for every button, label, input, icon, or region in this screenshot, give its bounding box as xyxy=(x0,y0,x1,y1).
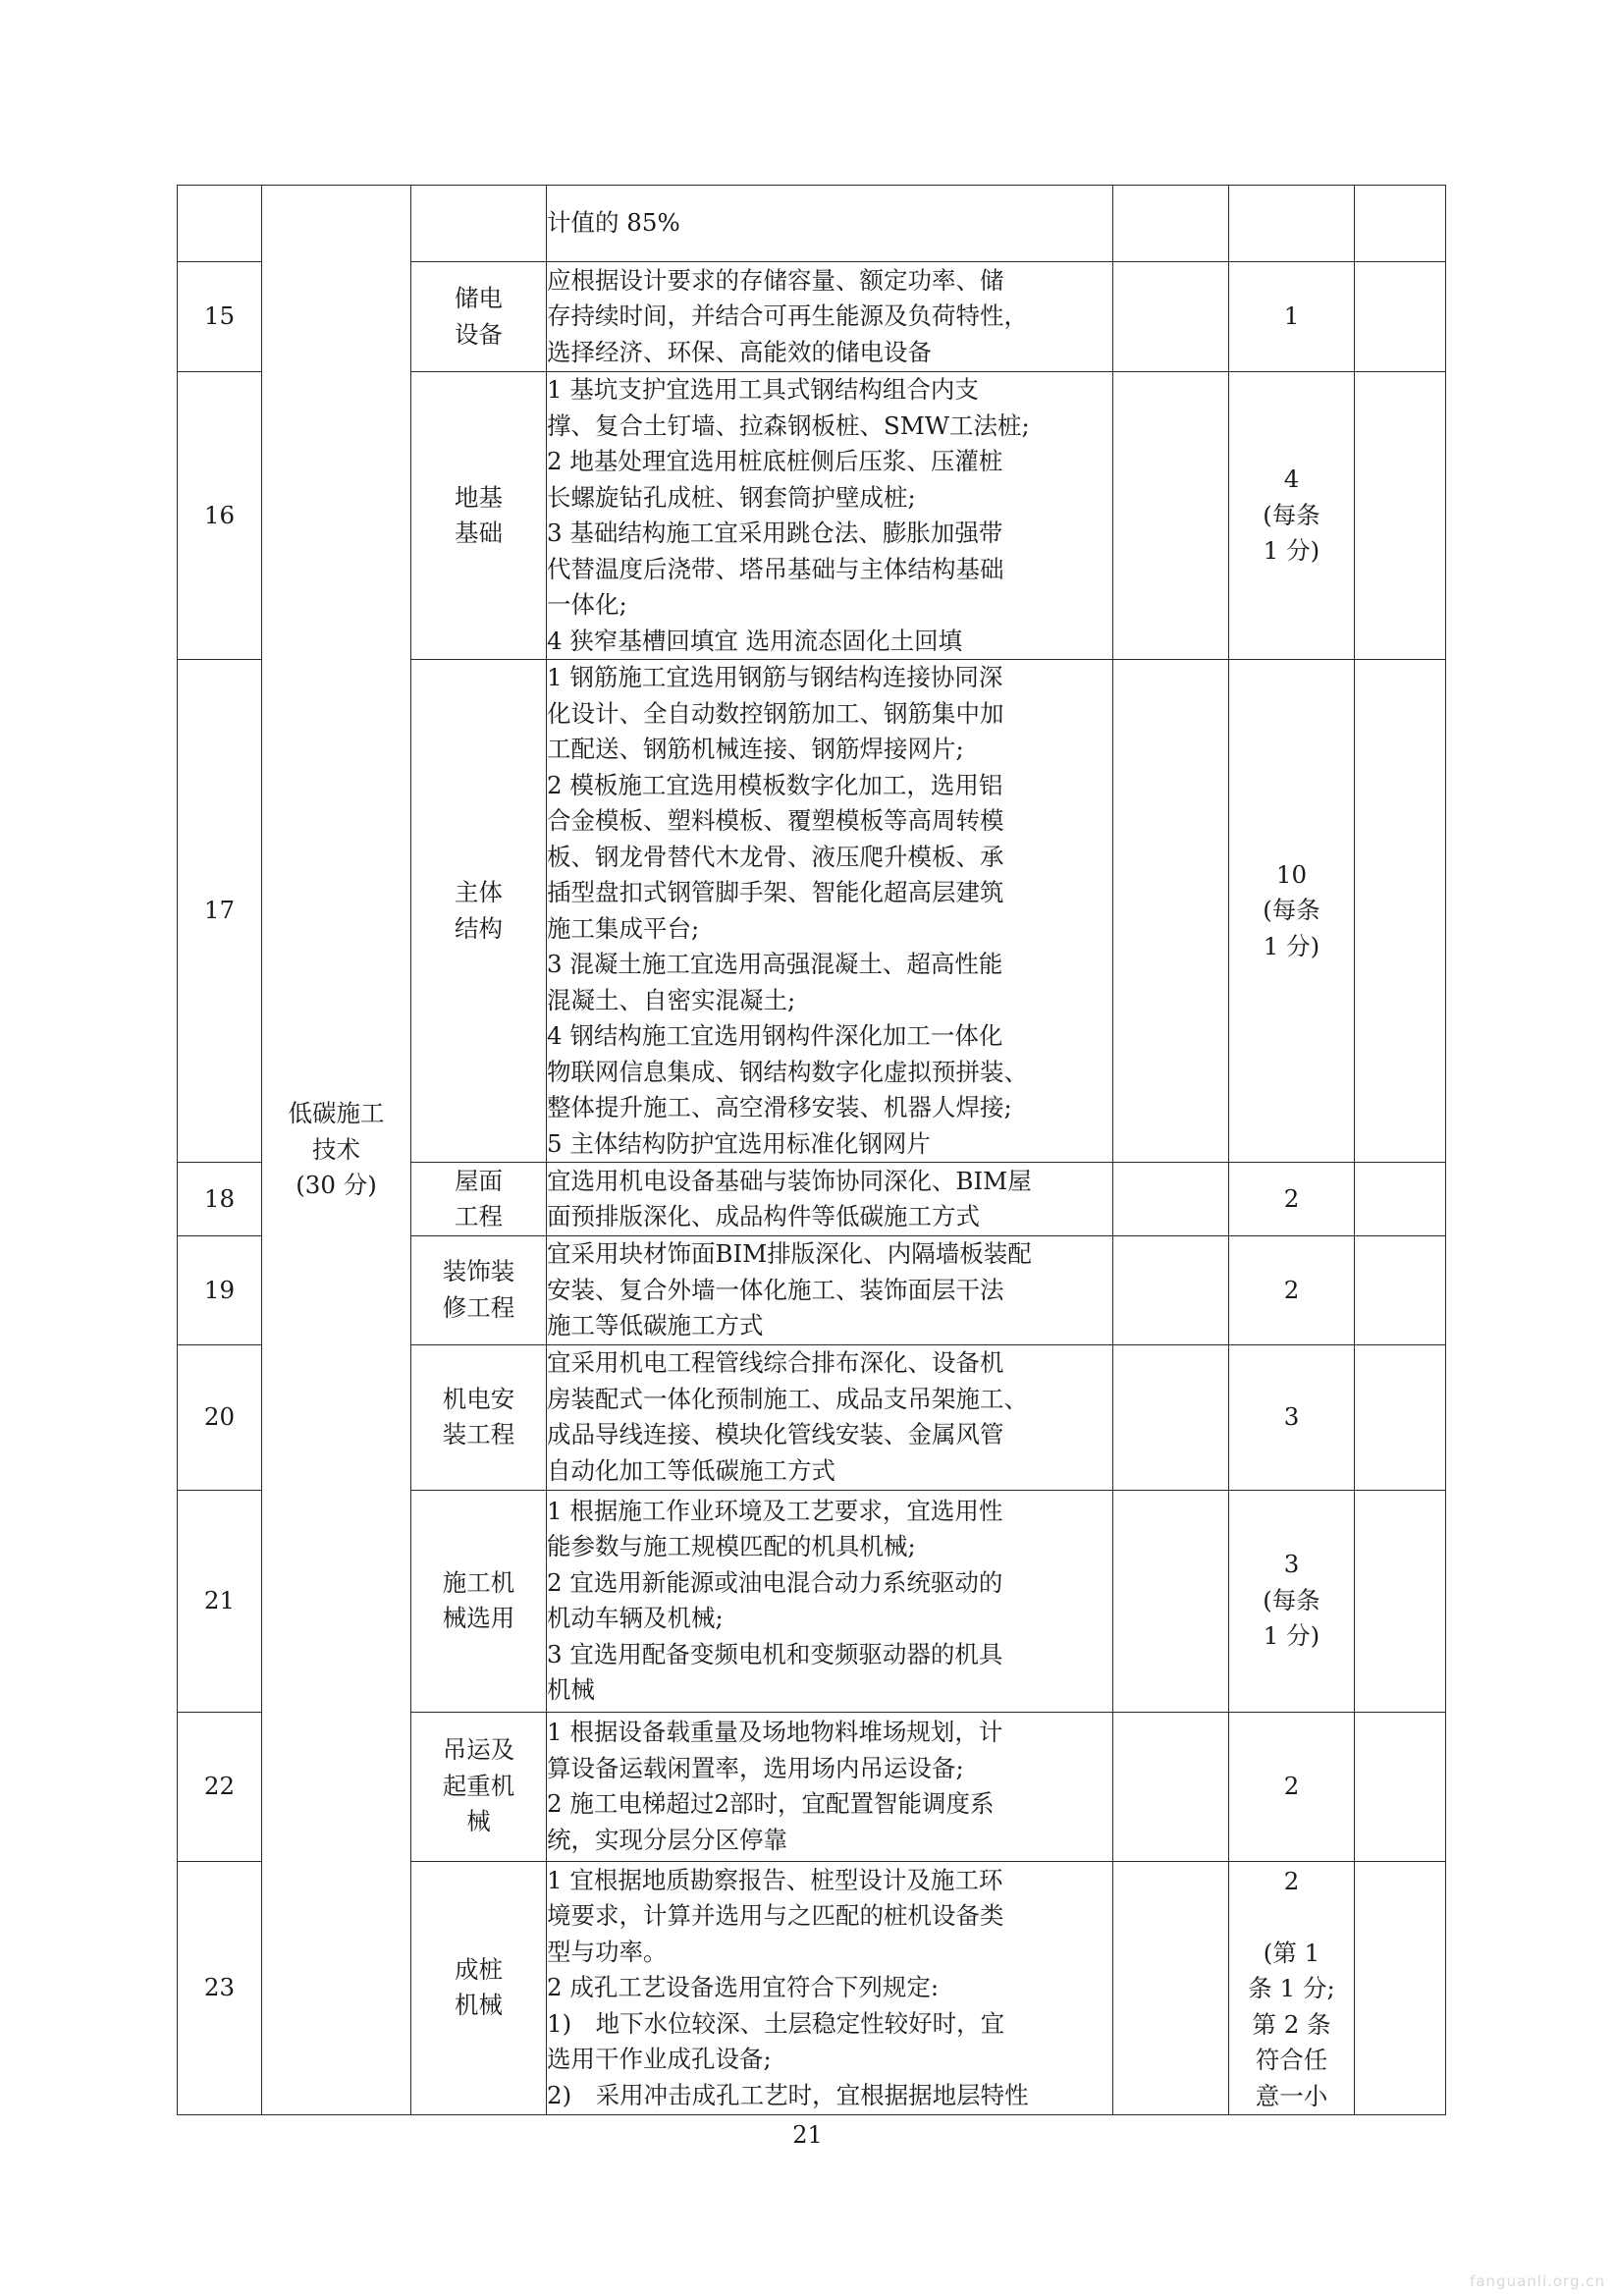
empty-cell xyxy=(1113,660,1229,1163)
requirement-text xyxy=(547,186,1113,262)
score-cell xyxy=(1229,262,1355,372)
text-line: 选用干作业成孔设备; xyxy=(547,2045,772,2073)
text-line: 1) 地下水位较深、土层稳定性较好时，宜 xyxy=(547,2008,1005,2038)
text-line: 主体 xyxy=(455,878,503,906)
text-line: 物联网信息集成、钢结构数字化虚拟预拼装、 xyxy=(547,1057,1028,1086)
text-line: 型与功率。 xyxy=(547,1937,668,1966)
text-line: 5 主体结构防护宜选用标准化钢网片 xyxy=(547,1128,931,1158)
text-line xyxy=(1229,1899,1354,1936)
text-line: 吊运及 xyxy=(442,1735,515,1765)
watermark-text: fanguanli.org.cn xyxy=(1470,2272,1605,2290)
text-line: 2 地基处理宜选用桩底桩侧后压浆、压灌桩 xyxy=(547,447,1003,475)
text-line: 能参数与施工规模匹配的机具机械; xyxy=(547,1532,916,1560)
text-line: 境要求，计算并选用与之匹配的桩机设备类 xyxy=(547,1901,1004,1930)
text-line: 一体化; xyxy=(547,590,627,619)
text-line: 储电 xyxy=(455,284,503,312)
text-line: 代替温度后浇带、塔吊基础与主体结构基础 xyxy=(547,554,1004,583)
text-line: 条 1 分; xyxy=(1248,1974,1335,2002)
text-line: 1 根据设备载重量及场地物料堆场规划，计 xyxy=(547,1718,1003,1746)
text-line: 工程 xyxy=(455,1202,503,1230)
text-line: (每条 xyxy=(1263,1585,1320,1614)
text-line: 成桩 xyxy=(455,1954,503,1984)
category-cell xyxy=(262,186,411,2115)
item-name xyxy=(411,186,547,262)
empty-cell xyxy=(1355,1861,1446,2115)
empty-cell xyxy=(1113,1344,1229,1490)
text-line: 3 混凝土施工宜选用高强混凝土、超高性能 xyxy=(547,950,1003,978)
text-line: 2 成孔工艺设备选用宜符合下列规定: xyxy=(547,1973,940,2001)
text-line: 整体提升施工、高空滑移安装、机器人焊接; xyxy=(547,1093,1012,1121)
text-line: 宜采用机电工程管线综合排布深化、设备机 xyxy=(547,1348,1004,1377)
requirement-text xyxy=(547,1236,1113,1345)
requirement-text xyxy=(547,372,1113,660)
text-line: 2) 采用冲击成孔工艺时，宜根据据地层特性 xyxy=(547,2080,1029,2109)
text-line: 3 xyxy=(1283,1550,1300,1579)
score-cell xyxy=(1229,1236,1355,1345)
text-line: 机械 xyxy=(547,1675,595,1704)
text-line: 装饰装 xyxy=(442,1257,515,1286)
empty-cell xyxy=(1355,262,1446,372)
text-line: 插型盘扣式钢管脚手架、智能化超高层建筑 xyxy=(547,878,1004,906)
item-name xyxy=(411,262,547,372)
requirement-text xyxy=(547,262,1113,372)
text-line: 2 施工电梯超过2部时，宜配置智能调度系 xyxy=(547,1789,995,1818)
text-line: 面预排版深化、成品构件等低碳施工方式 xyxy=(547,1202,980,1230)
text-line: 4 狭窄基槽回填宜 选用流态固化土回填 xyxy=(547,626,963,655)
item-name xyxy=(411,660,547,1163)
requirement-text xyxy=(547,1712,1113,1861)
text-line: 施工等低碳施工方式 xyxy=(547,1311,764,1339)
row-number: 22 xyxy=(178,1712,262,1861)
row-number: 23 xyxy=(178,1861,262,2115)
empty-cell xyxy=(1113,1163,1229,1236)
score-cell xyxy=(1229,1344,1355,1490)
text-line: 撑、复合土钉墙、拉森钢板桩、SMW工法桩; xyxy=(547,410,1030,440)
empty-cell xyxy=(1355,1163,1446,1236)
item-name xyxy=(411,1712,547,1861)
empty-cell xyxy=(1355,1490,1446,1712)
text-line: 算设备运载闲置率，选用场内吊运设备; xyxy=(547,1753,964,1782)
text-line: 工配送、钢筋机械连接、钢筋焊接网片; xyxy=(547,735,964,763)
text-line: 自动化加工等低碳施工方式 xyxy=(547,1455,835,1485)
text-line: 选择经济、环保、高能效的储电设备 xyxy=(547,337,932,366)
text-line: 1 根据施工作业环境及工艺要求，宜选用性 xyxy=(547,1496,1003,1525)
item-name xyxy=(411,1861,547,2115)
text-line: 施工集成平台; xyxy=(547,913,700,943)
row-number: 21 xyxy=(178,1490,262,1712)
text-line: 3 宜选用配备变频电机和变频驱动器的机具 xyxy=(547,1639,1003,1668)
requirement-text xyxy=(547,1490,1113,1712)
empty-cell xyxy=(1113,186,1229,262)
text-line: 2 模板施工宜选用模板数字化加工，选用铝 xyxy=(547,770,1003,799)
requirement-text xyxy=(547,1163,1113,1236)
text-line: 3 基础结构施工宜采用跳仓法、膨胀加强带 xyxy=(547,519,1003,547)
text-line: 化设计、全自动数控钢筋加工、钢筋集中加 xyxy=(547,698,1004,728)
text-line: 房装配式一体化预制施工、成品支吊架施工、 xyxy=(547,1384,1028,1413)
table-row xyxy=(178,186,1446,262)
text-line: 机电安 xyxy=(442,1384,515,1413)
row-number: 16 xyxy=(178,372,262,660)
text-line: 安装、复合外墙一体化施工、装饰面层干法 xyxy=(547,1275,1004,1304)
score-cell xyxy=(1229,660,1355,1163)
row-number: 20 xyxy=(178,1344,262,1490)
text-line: 2 xyxy=(1283,1771,1300,1800)
row-number: 15 xyxy=(178,262,262,372)
text-line: (30 分) xyxy=(296,1171,377,1200)
text-line: 1 分) xyxy=(1263,931,1320,960)
text-line: 意一小 xyxy=(1255,2081,1328,2110)
score-cell xyxy=(1229,1712,1355,1861)
text-line: 低碳施工 xyxy=(288,1099,385,1128)
text-line: 应根据设计要求的存储容量、额定功率、储 xyxy=(547,265,1004,295)
item-name xyxy=(411,1490,547,1712)
empty-cell xyxy=(1355,660,1446,1163)
item-name xyxy=(411,1236,547,1345)
row-number: 19 xyxy=(178,1236,262,1345)
text-line: 宜采用块材饰面BIM排版深化、内隔墙板装配 xyxy=(547,1239,1032,1268)
text-line: 1 钢筋施工宜选用钢筋与钢结构连接协同深 xyxy=(547,663,1003,691)
row-number: 18 xyxy=(178,1163,262,1236)
text-line: 10 xyxy=(1275,859,1308,889)
text-line: (每条 xyxy=(1263,500,1320,529)
text-line: 1 分) xyxy=(1263,1621,1320,1651)
row-number: 17 xyxy=(178,660,262,1163)
text-line: 2 xyxy=(1283,1275,1300,1304)
text-line: 修工程 xyxy=(442,1292,515,1322)
score-cell xyxy=(1229,1490,1355,1712)
score-cell xyxy=(1229,186,1355,262)
text-line: 结构 xyxy=(455,913,503,943)
text-line: 成品导线连接、模块化管线安装、金属风管 xyxy=(547,1420,1004,1449)
score-cell xyxy=(1229,372,1355,660)
text-line: 计值的 85% xyxy=(547,208,680,238)
text-line: 2 宜选用新能源或油电混合动力系统驱动的 xyxy=(547,1567,1003,1597)
text-line: 地基 xyxy=(455,482,503,512)
text-line: 1 xyxy=(1283,301,1300,331)
text-line: 2 xyxy=(1283,1183,1300,1213)
empty-cell xyxy=(1355,1712,1446,1861)
text-line: 械选用 xyxy=(442,1604,515,1632)
scoring-table xyxy=(177,185,1446,2115)
text-line: 符合任 xyxy=(1255,2046,1328,2074)
item-name xyxy=(411,1344,547,1490)
empty-cell xyxy=(1113,1236,1229,1345)
empty-cell xyxy=(1355,372,1446,660)
empty-cell xyxy=(1113,1490,1229,1712)
requirement-text xyxy=(547,660,1113,1163)
text-line: 装工程 xyxy=(442,1420,515,1449)
text-line: 械 xyxy=(466,1807,491,1836)
text-line: 3 xyxy=(1283,1401,1300,1431)
text-line: 合金模板、塑料模板、覆塑模板等高周转模 xyxy=(547,806,1004,835)
text-line: 2 xyxy=(1283,1866,1300,1895)
empty-cell xyxy=(1355,1344,1446,1490)
text-line: 4 xyxy=(1283,465,1300,494)
empty-cell xyxy=(1113,1861,1229,2115)
text-line: 施工机 xyxy=(442,1567,515,1597)
empty-cell xyxy=(1113,262,1229,372)
score-cell xyxy=(1229,1163,1355,1236)
text-line: 机动车辆及机械; xyxy=(547,1604,724,1632)
text-line: 4 钢结构施工宜选用钢构件深化加工一体化 xyxy=(547,1021,1003,1050)
text-line: 1 基坑支护宜选用工具式钢结构组合内支 xyxy=(547,375,979,404)
text-line: 宜选用机电设备基础与装饰协同深化、BIM屋 xyxy=(547,1166,1032,1195)
text-line: (每条 xyxy=(1263,896,1320,925)
empty-cell xyxy=(1113,1712,1229,1861)
text-line: (第 1 xyxy=(1263,1938,1320,1967)
requirement-text xyxy=(547,1861,1113,2115)
score-cell xyxy=(1229,1861,1355,2115)
empty-cell xyxy=(1355,1236,1446,1345)
text-line: 1 分) xyxy=(1263,536,1320,566)
text-line: 板、钢龙骨替代木龙骨、液压爬升模板、承 xyxy=(547,842,1004,871)
item-name xyxy=(411,372,547,660)
text-line: 机械 xyxy=(455,1991,503,2020)
requirement-text xyxy=(547,1344,1113,1490)
row-number xyxy=(178,186,262,262)
text-line: 设备 xyxy=(455,319,503,349)
text-line: 长螺旋钻孔成桩、钢套筒护壁成桩; xyxy=(547,482,916,512)
page-number: 21 xyxy=(792,2121,823,2149)
text-line: 第 2 条 xyxy=(1252,2009,1331,2039)
text-line: 1 宜根据地质勘察报告、桩型设计及施工环 xyxy=(547,1865,1003,1894)
text-line: 统，实现分层分区停靠 xyxy=(547,1825,787,1854)
empty-cell xyxy=(1113,372,1229,660)
empty-cell xyxy=(1355,186,1446,262)
text-line: 技术 xyxy=(312,1134,360,1164)
text-line: 基础 xyxy=(455,519,503,547)
item-name xyxy=(411,1163,547,1236)
text-line: 混凝土、自密实混凝土; xyxy=(547,985,796,1014)
text-line: 起重机 xyxy=(442,1771,515,1800)
text-line: 存持续时间，并结合可再生能源及负荷特性， xyxy=(547,301,1028,331)
text-line: 屋面 xyxy=(455,1166,503,1195)
